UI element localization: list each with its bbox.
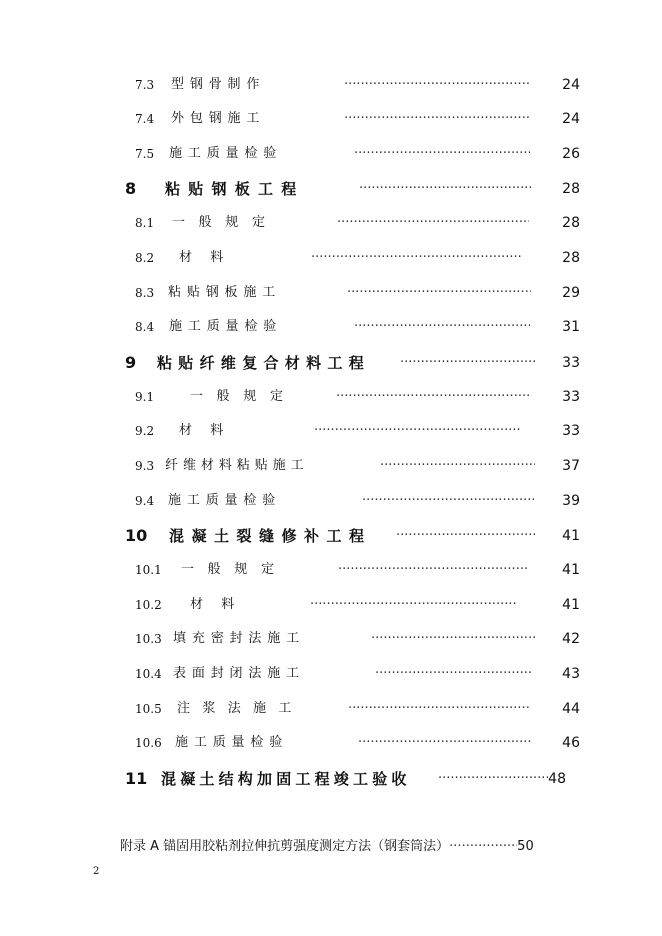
- entry-number: 10.5: [135, 702, 162, 716]
- entry-number: 10.2: [135, 598, 162, 612]
- chapter-page: 33: [562, 355, 580, 371]
- chapter-number: 8: [125, 179, 137, 198]
- chapter-number: 10: [125, 526, 148, 545]
- chapter-title: 混凝土裂缝修补工程: [169, 527, 372, 545]
- leader-dots: [375, 663, 531, 685]
- entry-page: 46: [562, 735, 580, 751]
- toc-appendix-a[interactable]: [120, 836, 534, 858]
- chapter-title: 粘贴钢板工程: [165, 180, 305, 198]
- entry-number: 9.2: [135, 424, 155, 438]
- leader-dots: [337, 212, 529, 234]
- entry-title: 施工质量检验: [169, 146, 283, 161]
- toc-entry-10-4[interactable]: [0, 663, 662, 685]
- entry-title: 注浆法施工: [177, 701, 304, 716]
- leader-dots: [310, 594, 517, 616]
- chapter-number: 9: [125, 353, 137, 372]
- toc-chapter-9[interactable]: [0, 352, 662, 374]
- toc-entry-7-5[interactable]: [0, 143, 662, 165]
- leader-dots: [371, 628, 535, 650]
- toc-entry-9-3[interactable]: [0, 455, 662, 477]
- entry-number: 8.1: [135, 216, 155, 230]
- appendix-label: 附录 A 锚固用胶粘剂拉伸抗剪强度测定方法（钢套筒法）: [120, 839, 450, 854]
- toc-entry-10-2[interactable]: [0, 594, 662, 616]
- toc-entry-8-4[interactable]: [0, 316, 662, 338]
- chapter-page: 48: [548, 771, 566, 787]
- entry-page: 42: [562, 631, 580, 647]
- entry-number: 7.4: [135, 112, 155, 126]
- chapter-title: 粘贴纤维复合材料工程: [157, 354, 371, 372]
- entry-page: 39: [562, 493, 580, 509]
- toc-entry-7-3[interactable]: [0, 74, 662, 96]
- leader-dots: [362, 490, 534, 512]
- toc-chapter-10[interactable]: [0, 525, 662, 547]
- entry-title: 施工质量检验: [175, 735, 289, 750]
- toc-entry-10-6[interactable]: [0, 732, 662, 754]
- footer-page-number: 2: [93, 866, 100, 877]
- entry-number: 7.3: [135, 78, 155, 92]
- entry-title: 一般规定: [181, 562, 288, 577]
- leader-dots: [400, 352, 536, 374]
- chapter-page: 28: [562, 181, 580, 197]
- entry-title: 纤维材料粘贴施工: [165, 458, 309, 473]
- toc-entry-10-3[interactable]: [0, 628, 662, 650]
- toc-entry-8-1[interactable]: [0, 212, 662, 234]
- toc-entry-9-2[interactable]: [0, 420, 662, 442]
- entry-page: 24: [562, 111, 580, 127]
- entry-title: 一般规定: [172, 215, 279, 230]
- entry-title: 填充密封法施工: [173, 631, 305, 646]
- toc-entry-8-3[interactable]: [0, 282, 662, 304]
- entry-page: 41: [562, 597, 580, 613]
- chapter-page: 41: [562, 528, 580, 544]
- leader-dots: [348, 698, 530, 720]
- toc-entry-10-1[interactable]: [0, 559, 662, 581]
- entry-number: 8.3: [135, 286, 155, 300]
- leader-dots: [344, 108, 530, 130]
- entry-title: 一般规定: [190, 389, 297, 404]
- entry-number: 10.3: [135, 632, 162, 646]
- leader-dots: [347, 282, 531, 304]
- leader-dots: [359, 178, 531, 200]
- leader-dots: [354, 143, 530, 165]
- entry-page: 33: [562, 389, 580, 405]
- entry-title: 材 料: [179, 250, 226, 265]
- entry-title: 施工质量检验: [168, 493, 282, 508]
- entry-page: 29: [562, 285, 580, 301]
- leader-dots: [311, 247, 521, 269]
- entry-number: 10.1: [135, 563, 162, 577]
- toc-chapter-11[interactable]: [0, 768, 662, 790]
- entry-title: 型钢骨制作: [171, 77, 266, 92]
- entry-page: 43: [562, 666, 580, 682]
- entry-number: 10.6: [135, 736, 162, 750]
- chapter-title: 混凝土结构加固工程竣工验收: [161, 770, 411, 788]
- entry-page: 26: [562, 146, 580, 162]
- leader-dots: [438, 768, 548, 790]
- leader-dots: [338, 559, 527, 581]
- entry-page: 44: [562, 701, 580, 717]
- leader-dots: [314, 420, 521, 442]
- leader-dots: [380, 455, 535, 477]
- entry-number: 7.5: [135, 147, 155, 161]
- entry-page: 41: [562, 562, 580, 578]
- leader-dots: [449, 836, 517, 858]
- toc-entry-9-1[interactable]: [0, 386, 662, 408]
- entry-title: 材 料: [190, 597, 237, 612]
- entry-number: 9.3: [135, 459, 155, 473]
- chapter-number: 11: [125, 769, 148, 788]
- entry-number: 10.4: [135, 667, 162, 681]
- entry-page: 24: [562, 77, 580, 93]
- entry-page: 31: [562, 319, 580, 335]
- leader-dots: [344, 74, 530, 96]
- leader-dots: [358, 732, 532, 754]
- entry-number: 9.4: [135, 494, 155, 508]
- entry-title: 施工质量检验: [169, 319, 283, 334]
- entry-title: 材 料: [179, 423, 226, 438]
- entry-page: 28: [562, 215, 580, 231]
- leader-dots: [336, 386, 529, 408]
- toc-entry-9-4[interactable]: [0, 490, 662, 512]
- entry-page: 28: [562, 250, 580, 266]
- leader-dots: [396, 525, 535, 547]
- entry-page: 33: [562, 423, 580, 439]
- toc-entry-10-5[interactable]: [0, 698, 662, 720]
- toc-entry-8-2[interactable]: [0, 247, 662, 269]
- toc-chapter-8[interactable]: [0, 178, 662, 200]
- entry-number: 9.1: [135, 390, 155, 404]
- entry-page: 37: [562, 458, 580, 474]
- toc-entry-7-4[interactable]: [0, 108, 662, 130]
- entry-title: 外包钢施工: [171, 111, 266, 126]
- leader-dots: [354, 316, 530, 338]
- appendix-page: 50: [517, 839, 534, 854]
- entry-title: 表面封闭法施工: [173, 666, 305, 681]
- entry-number: 8.2: [135, 251, 155, 265]
- entry-number: 8.4: [135, 320, 155, 334]
- entry-title: 粘贴钢板施工: [168, 285, 282, 300]
